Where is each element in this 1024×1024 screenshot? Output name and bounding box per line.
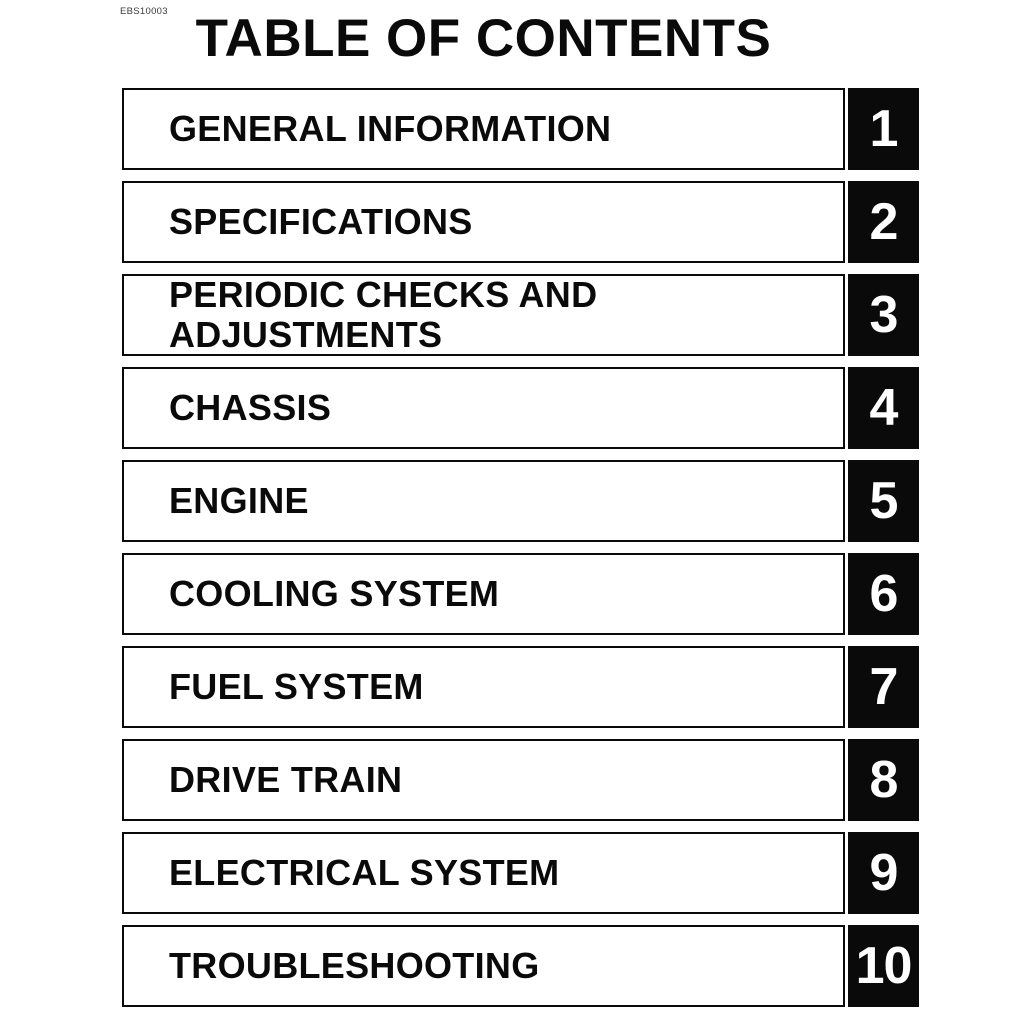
- chapter-label: CHASSIS: [169, 387, 332, 428]
- toc-row[interactable]: [122, 181, 919, 263]
- toc-row[interactable]: [122, 274, 919, 356]
- toc-row[interactable]: [122, 88, 919, 170]
- chapter-number-box: [848, 88, 919, 170]
- chapter-number: 8: [869, 751, 898, 809]
- chapter-label: PERIODIC CHECKS AND ADJUSTMENTS: [169, 274, 598, 355]
- chapter-number: 6: [869, 565, 898, 623]
- chapter-label-box: [122, 460, 845, 542]
- chapter-label: SPECIFICATIONS: [169, 201, 473, 242]
- toc-row[interactable]: [122, 646, 919, 728]
- toc-row[interactable]: [122, 739, 919, 821]
- chapter-label: DRIVE TRAIN: [169, 759, 403, 800]
- chapter-label-box: [122, 739, 845, 821]
- chapter-label: ENGINE: [169, 480, 309, 521]
- toc-row[interactable]: [122, 553, 919, 635]
- chapter-number-box: [848, 181, 919, 263]
- chapter-label-box: [122, 832, 845, 914]
- chapter-label: TROUBLESHOOTING: [169, 945, 540, 986]
- chapter-number-box: [848, 460, 919, 542]
- chapter-number: 9: [869, 844, 898, 902]
- chapter-number-box: [848, 553, 919, 635]
- toc-row[interactable]: [122, 367, 919, 449]
- chapter-number: 7: [869, 658, 898, 716]
- chapter-number: 10: [855, 937, 912, 995]
- chapter-label-box: [122, 367, 845, 449]
- chapter-number: 2: [869, 193, 898, 251]
- chapter-number: 1: [869, 100, 898, 158]
- chapter-label-box: [122, 181, 845, 263]
- chapter-number: 4: [869, 379, 898, 437]
- chapter-label: GENERAL INFORMATION: [169, 108, 612, 149]
- chapter-number-box: [848, 367, 919, 449]
- chapter-label-box: [122, 646, 845, 728]
- toc-row[interactable]: [122, 925, 919, 1007]
- chapter-label-box: [122, 88, 845, 170]
- chapter-label: FUEL SYSTEM: [169, 666, 424, 707]
- chapter-label-box: [122, 553, 845, 635]
- chapter-label-box: [122, 274, 845, 356]
- document-code: EBS10003: [120, 6, 168, 17]
- chapter-number-box: [848, 925, 919, 1007]
- toc-list: [122, 88, 919, 1007]
- chapter-number: 5: [869, 472, 898, 530]
- chapter-number: 3: [869, 286, 898, 344]
- toc-row[interactable]: [122, 460, 919, 542]
- chapter-label: COOLING SYSTEM: [169, 573, 500, 614]
- chapter-number-box: [848, 646, 919, 728]
- chapter-number-box: [848, 274, 919, 356]
- toc-row[interactable]: [122, 832, 919, 914]
- page-title: TABLE OF CONTENTS: [195, 9, 772, 68]
- chapter-label: ELECTRICAL SYSTEM: [169, 852, 560, 893]
- chapter-label-box: [122, 925, 845, 1007]
- chapter-number-box: [848, 832, 919, 914]
- chapter-number-box: [848, 739, 919, 821]
